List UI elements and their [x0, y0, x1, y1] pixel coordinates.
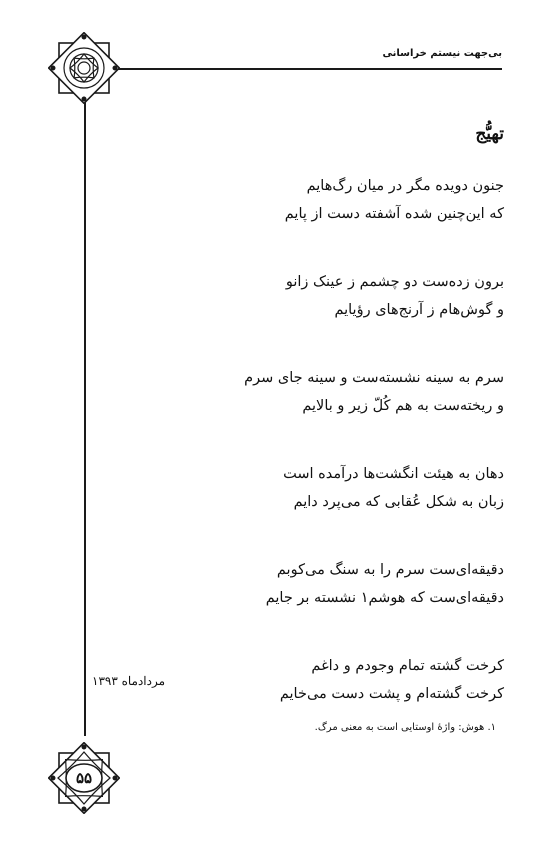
verse-line: جنون دویده مگر در میان رگ‌هایم: [306, 178, 504, 194]
verse-line: و ریخته‌ست به هم کُلّ زیر و بالایم: [302, 398, 504, 414]
stanza: [114, 460, 504, 516]
stanza: [114, 556, 504, 612]
verse-line: برون زده‌ست دو چشمم ز عینک زانو: [285, 274, 504, 290]
margin-rule: [84, 96, 86, 736]
top-ornament-icon: [48, 32, 120, 104]
verse-line: و گوش‌هام ز آرنج‌های رؤیایم: [334, 302, 504, 318]
stanza: [114, 652, 504, 708]
header-rule: [82, 68, 502, 70]
verse-line: دقیقه‌ای‌ست که هوشم۱ نشسته بر جایم: [265, 590, 504, 606]
poem-title: تهیُّج: [475, 124, 504, 144]
page-number: ۵۵: [75, 769, 93, 787]
verse-line: کرخت گشته تمام وجودم و داغم: [311, 658, 504, 674]
verse-line: زبان به شکل عُقابی که می‌پرد دایم: [293, 494, 504, 510]
stanza: [114, 268, 504, 324]
verse-line: کرخت گشته‌ام و پشت دست می‌خایم: [279, 686, 504, 702]
verse-line: دقیقه‌ای‌ست سرم را به سنگ می‌کوبم: [276, 562, 504, 578]
verse-line: سرم به سینه نشسته‌ست و سینه جای سرم: [244, 370, 504, 386]
verse-line: که این‌چنین شده آشفته دست از پایم: [284, 206, 504, 222]
poem-body: [114, 172, 504, 748]
stanza: [114, 364, 504, 420]
verse-line: دهان به هیئت انگشت‌ها درآمده است: [283, 466, 504, 482]
footnote: ۱. هوش: واژهٔ اوستایی است به معنی مرگ.: [314, 722, 496, 733]
poem-date: مردادماه ۱۳۹۳: [92, 674, 166, 688]
stanza: [114, 172, 504, 228]
running-title: بی‌جهت نیستم خراسانی: [382, 48, 502, 59]
